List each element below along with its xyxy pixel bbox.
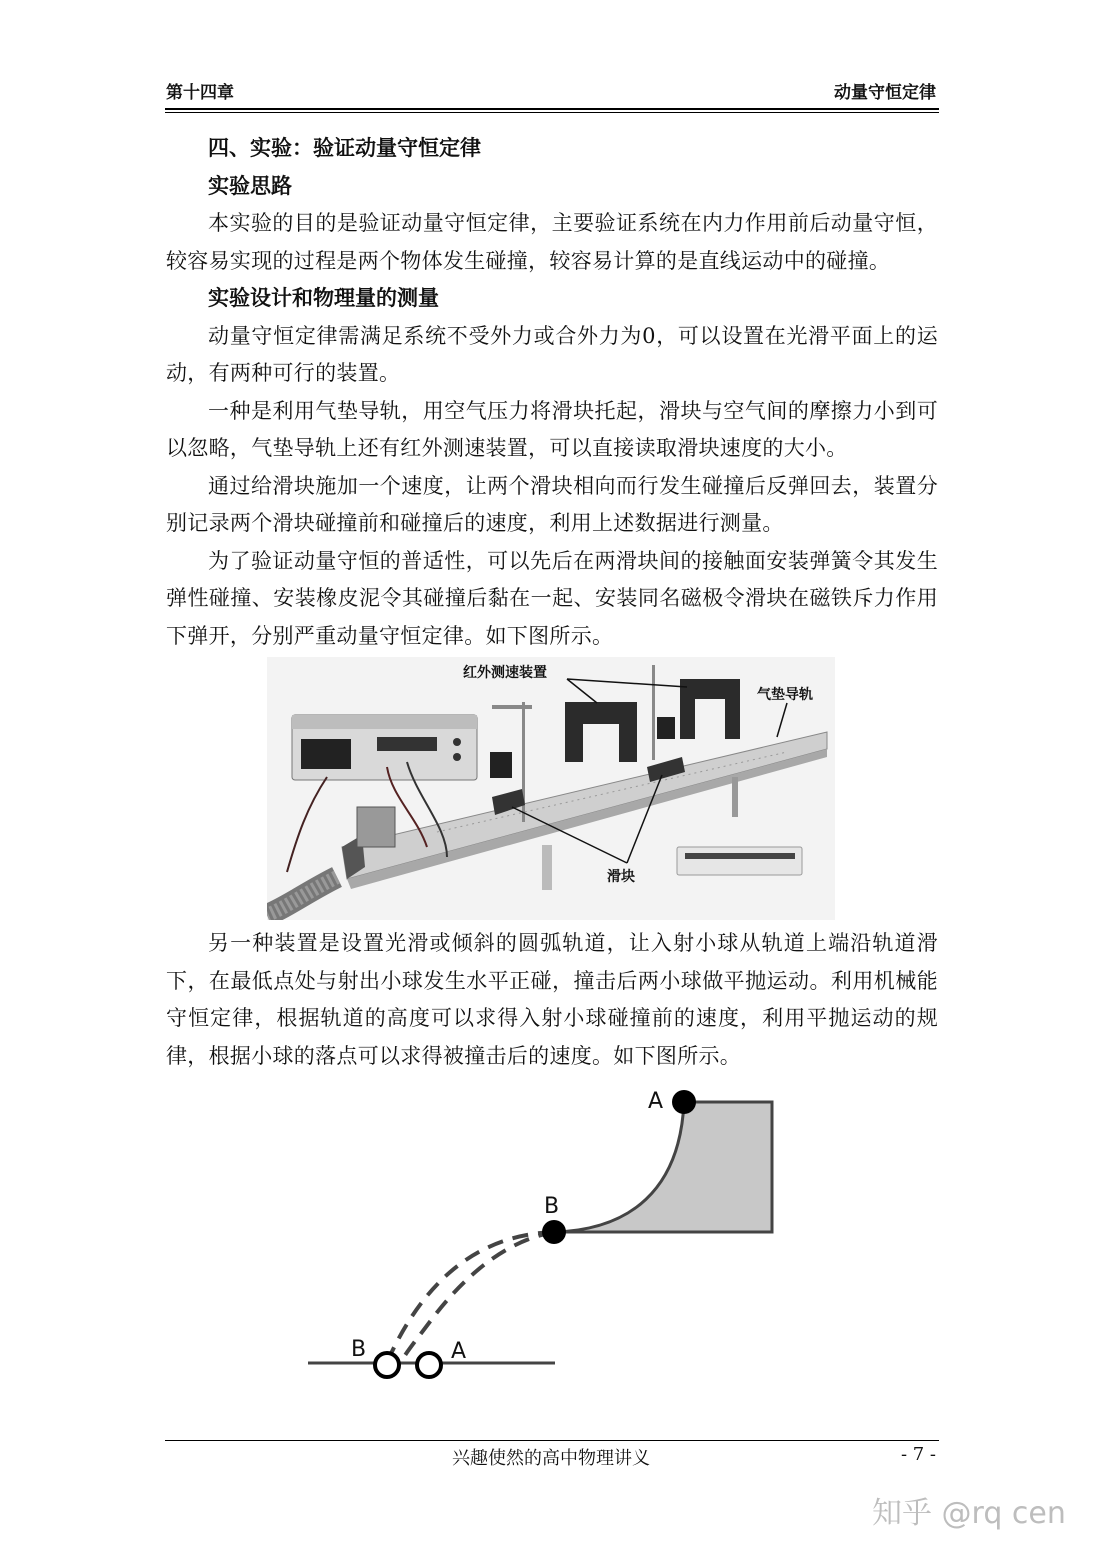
paragraph-5: 为了验证动量守恒的普适性，可以先后在两滑块间的接触面安装弹簧令其发生弹性碰撞、安装橡皮泥令其碰撞后黏在一起、安装同名磁极令滑块在磁铁斥力作用下弹开，分别严重动量守恒定律。如下图所示。 bbox=[166, 548, 938, 648]
label-slider: 滑块 bbox=[607, 869, 635, 885]
section-title: 四、实验：验证动量守恒定律 bbox=[208, 136, 481, 160]
footer-title: 兴趣使然的高中物理讲义 bbox=[452, 1448, 650, 1469]
header-rule bbox=[165, 108, 939, 110]
label-airtrack: 气垫导轨 bbox=[757, 687, 813, 703]
second-device-text bbox=[166, 925, 938, 1075]
air-track-photo bbox=[267, 657, 835, 920]
diagram-label-b-top: B bbox=[544, 1194, 560, 1219]
paragraph-6: 另一种装置是设置光滑或倾斜的圆弧轨道，让入射小球从轨道上端沿轨道滑下，在最低点处与射出小球发生水平正碰，撞击后两小球做平抛运动。利用机械能守恒定律，根据轨道的高度可以求得入射小球碰撞前的速度，利用平抛运动的规律，根据小球的落点可以求得被撞击后的速度。如下图所示。 bbox=[166, 931, 938, 1068]
chapter-header: 第十四章 bbox=[166, 83, 234, 103]
main-content bbox=[166, 130, 938, 655]
topic-header: 动量守恒定律 bbox=[834, 83, 936, 103]
paragraph-1: 本实验的目的是验证动量守恒定律，主要验证系统在内力作用前后动量守恒，较容易实现的过程是两个物体发生碰撞，较容易计算的是直线运动中的碰撞。 bbox=[166, 211, 938, 273]
watermark: 知乎 @rq cen bbox=[872, 1496, 1066, 1531]
arc-track-diagram bbox=[290, 1080, 810, 1390]
subheading-idea: 实验思路 bbox=[208, 173, 292, 198]
label-infrared: 红外测速装置 bbox=[463, 665, 547, 681]
paragraph-3: 一种是利用气垫导轨，用空气压力将滑块托起，滑块与空气间的摩擦力小到可以忽略，气垫导轨上还有红外测速装置，可以直接读取滑块速度的大小。 bbox=[166, 398, 938, 460]
page-number: - 7 - bbox=[900, 1444, 936, 1465]
diagram-label-a-bottom: A bbox=[451, 1339, 467, 1364]
footer-rule bbox=[165, 1440, 939, 1441]
subheading-design: 实验设计和物理量的测量 bbox=[208, 286, 439, 310]
paragraph-2: 动量守恒定律需满足系统不受外力或合外力为0，可以设置在光滑平面上的运动，有两种可行的装置。 bbox=[166, 323, 938, 385]
diagram-label-a-top: A bbox=[648, 1089, 664, 1114]
paragraph-4: 通过给滑块施加一个速度，让两个滑块相向而行发生碰撞后反弹回去，装置分别记录两个滑块碰撞前和碰撞后的速度，利用上述数据进行测量。 bbox=[166, 473, 938, 535]
diagram-label-b-bottom: B bbox=[351, 1337, 367, 1362]
header-rule-thin bbox=[165, 112, 939, 113]
